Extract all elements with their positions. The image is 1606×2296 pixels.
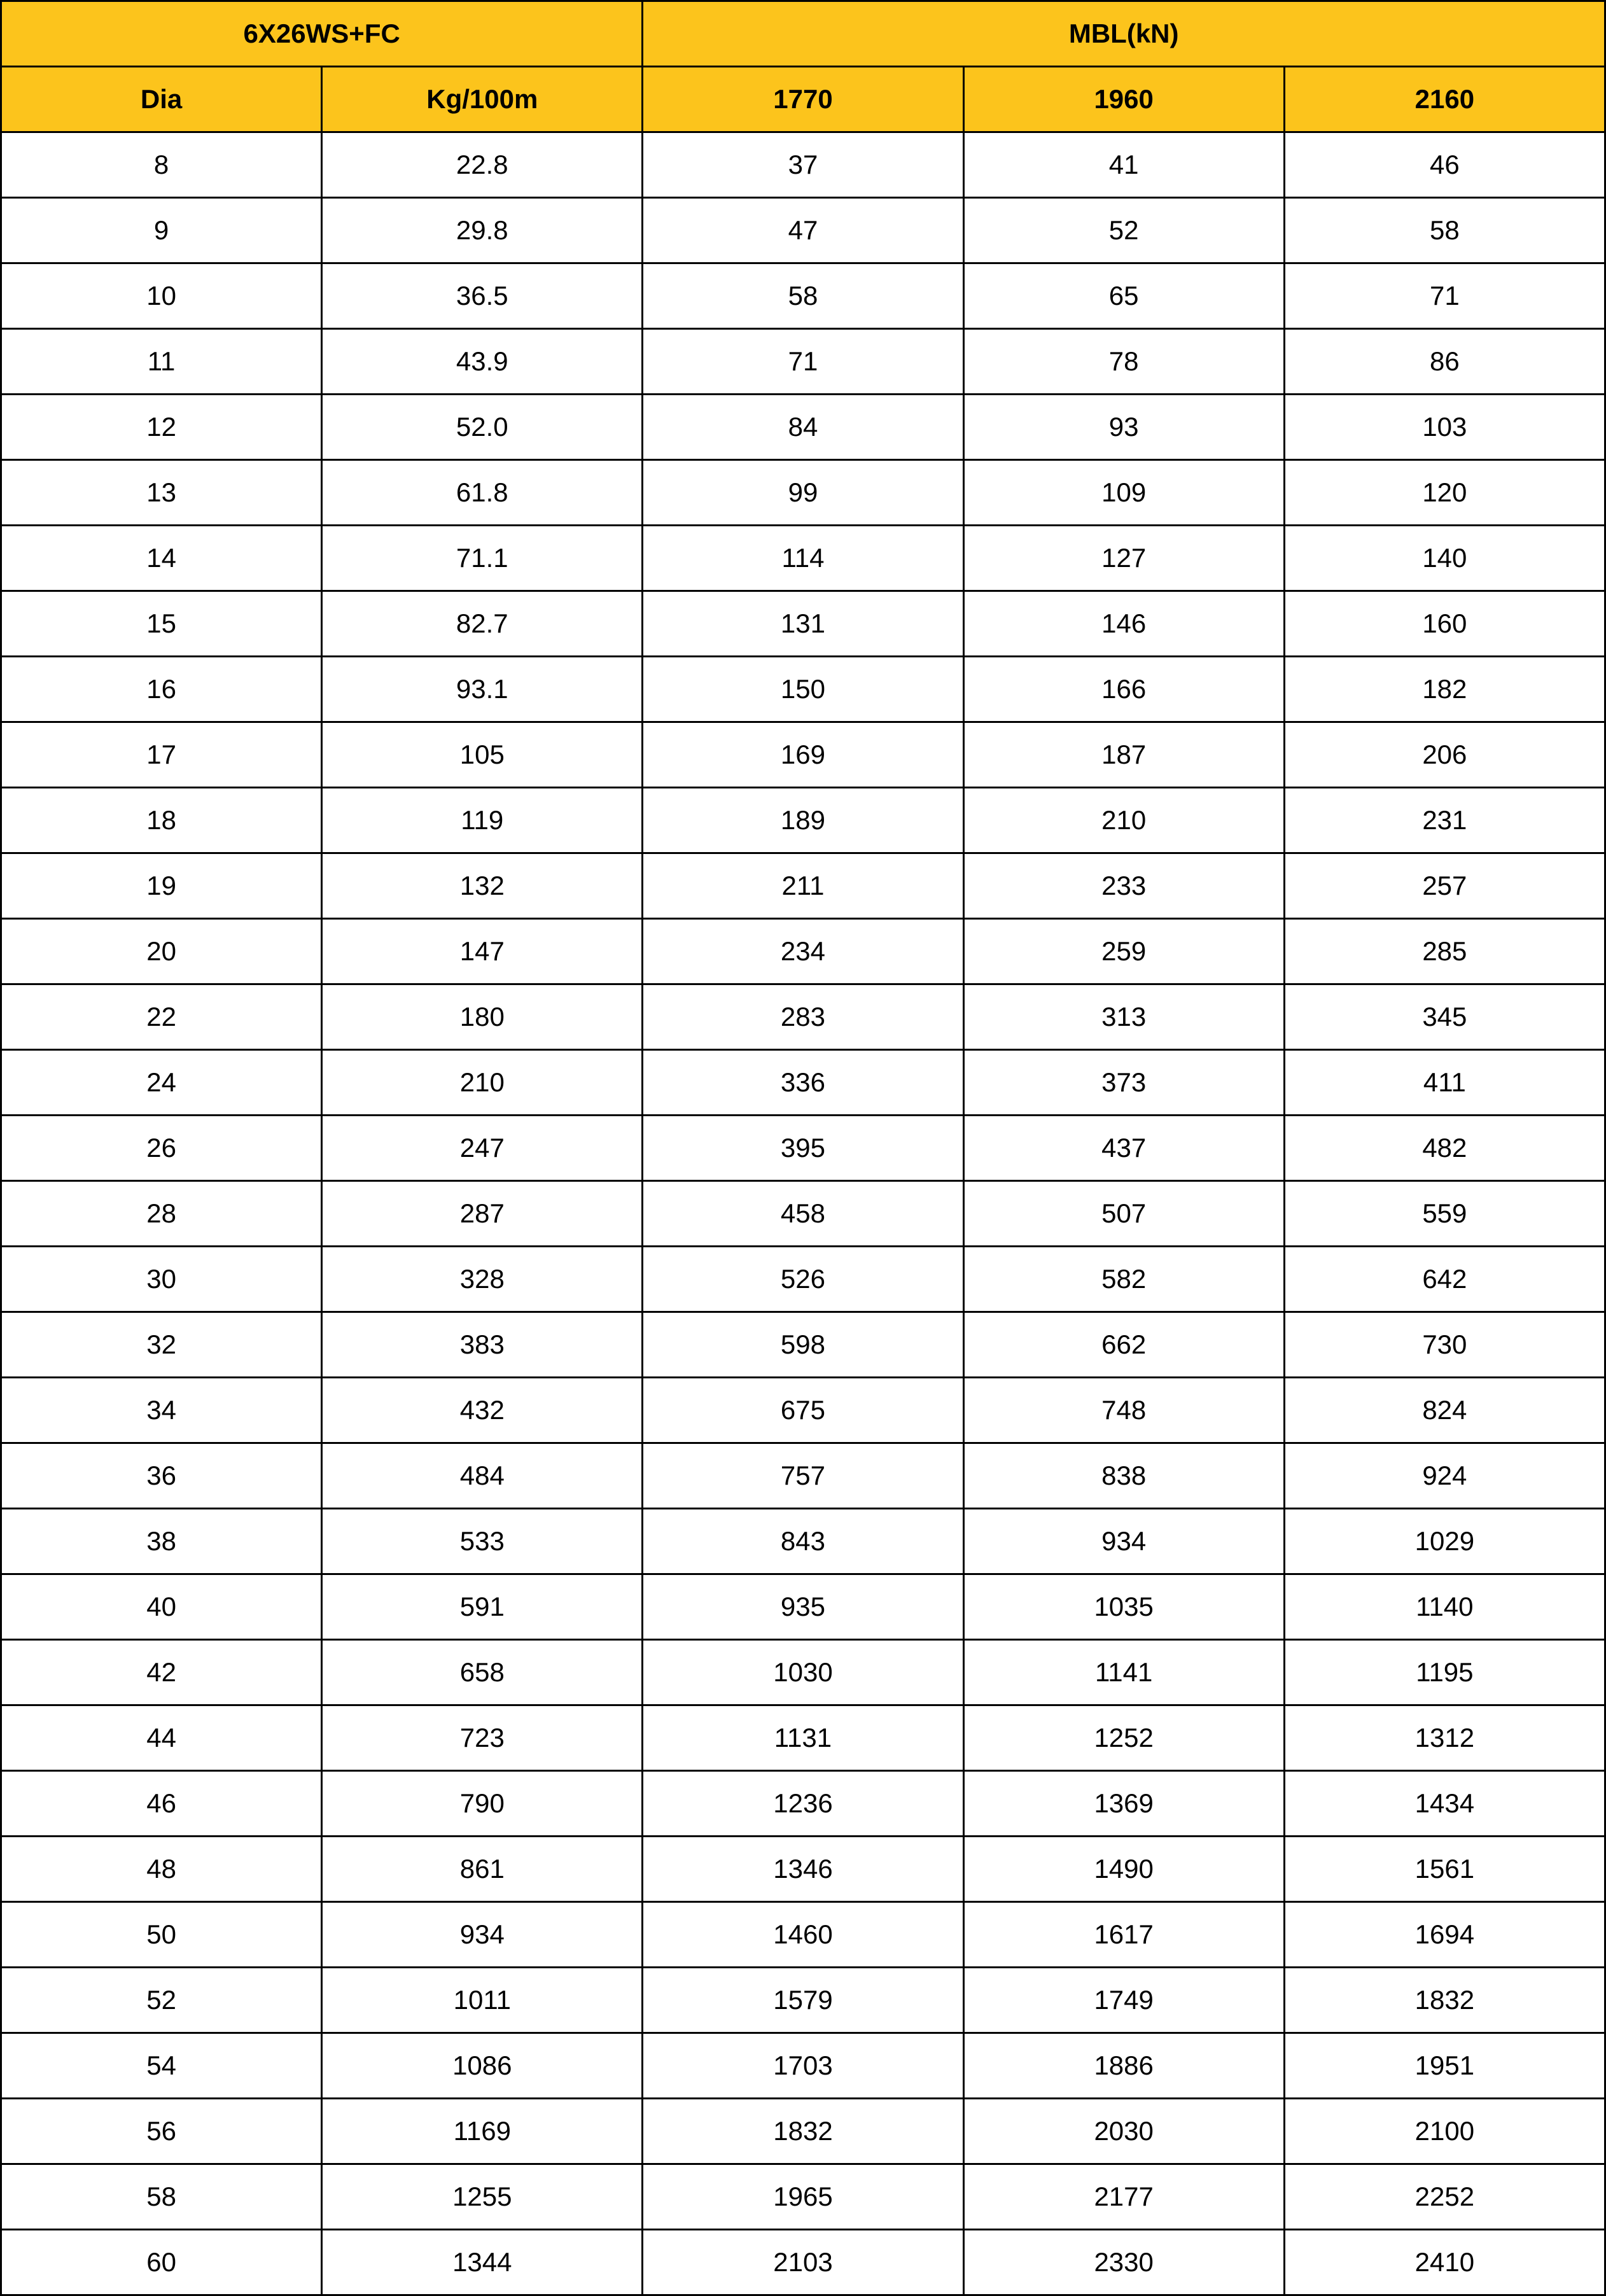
cell-mbl-1770: 757: [643, 1443, 963, 1509]
column-header-grade-1960: 1960: [963, 67, 1284, 132]
table-row: [1, 1509, 1605, 1574]
cell-weight: 723: [322, 1705, 643, 1771]
cell-weight: 1086: [322, 2033, 643, 2099]
cell-dia: 14: [1, 526, 322, 591]
cell-mbl-2160: 1029: [1284, 1509, 1605, 1574]
cell-weight: 82.7: [322, 591, 643, 657]
cell-weight: 1344: [322, 2230, 643, 2295]
cell-mbl-1770: 58: [643, 263, 963, 329]
table-row: [1, 1771, 1605, 1837]
cell-mbl-2160: 206: [1284, 722, 1605, 788]
table-row: [1, 2164, 1605, 2230]
table-row: [1, 1378, 1605, 1443]
cell-dia: 9: [1, 198, 322, 263]
cell-mbl-1960: 127: [963, 526, 1284, 591]
cell-mbl-1960: 1886: [963, 2033, 1284, 2099]
cell-mbl-1770: 47: [643, 198, 963, 263]
cell-mbl-1960: 109: [963, 460, 1284, 526]
cell-dia: 8: [1, 132, 322, 198]
cell-dia: 42: [1, 1640, 322, 1705]
cell-dia: 22: [1, 984, 322, 1050]
table-row: [1, 1640, 1605, 1705]
table-row: [1, 1968, 1605, 2033]
table-header: [1, 1, 1605, 132]
cell-dia: 24: [1, 1050, 322, 1116]
cell-weight: 591: [322, 1574, 643, 1640]
cell-dia: 50: [1, 1902, 322, 1968]
cell-mbl-1960: 2030: [963, 2099, 1284, 2164]
cell-mbl-2160: 730: [1284, 1312, 1605, 1378]
cell-mbl-1770: 1832: [643, 2099, 963, 2164]
cell-mbl-2160: 71: [1284, 263, 1605, 329]
table-row: [1, 919, 1605, 984]
cell-mbl-2160: 2100: [1284, 2099, 1605, 2164]
cell-dia: 38: [1, 1509, 322, 1574]
cell-mbl-1960: 166: [963, 657, 1284, 722]
table-row: [1, 1050, 1605, 1116]
cell-weight: 383: [322, 1312, 643, 1378]
table-row: [1, 1181, 1605, 1247]
table-row: [1, 1312, 1605, 1378]
column-header-row: [1, 67, 1605, 132]
cell-mbl-1770: 84: [643, 395, 963, 460]
cell-mbl-2160: 160: [1284, 591, 1605, 657]
table-row: [1, 526, 1605, 591]
cell-mbl-1770: 1965: [643, 2164, 963, 2230]
cell-weight: 328: [322, 1247, 643, 1312]
cell-mbl-1960: 437: [963, 1116, 1284, 1181]
table-row: [1, 329, 1605, 395]
cell-dia: 15: [1, 591, 322, 657]
cell-weight: 180: [322, 984, 643, 1050]
cell-mbl-2160: 1195: [1284, 1640, 1605, 1705]
cell-weight: 61.8: [322, 460, 643, 526]
cell-mbl-1770: 189: [643, 788, 963, 853]
table-row: [1, 722, 1605, 788]
column-header-grade-1770: 1770: [643, 67, 963, 132]
table-row: [1, 1705, 1605, 1771]
cell-weight: 533: [322, 1509, 643, 1574]
cell-mbl-2160: 2252: [1284, 2164, 1605, 2230]
cell-mbl-1770: 935: [643, 1574, 963, 1640]
cell-weight: 432: [322, 1378, 643, 1443]
cell-weight: 790: [322, 1771, 643, 1837]
cell-mbl-1770: 1030: [643, 1640, 963, 1705]
cell-mbl-2160: 231: [1284, 788, 1605, 853]
cell-mbl-1960: 934: [963, 1509, 1284, 1574]
cell-mbl-1960: 1369: [963, 1771, 1284, 1837]
cell-mbl-1960: 1617: [963, 1902, 1284, 1968]
cell-weight: 119: [322, 788, 643, 853]
table-row: [1, 1116, 1605, 1181]
cell-mbl-2160: 345: [1284, 984, 1605, 1050]
cell-weight: 71.1: [322, 526, 643, 591]
cell-mbl-1770: 2103: [643, 2230, 963, 2295]
cell-mbl-2160: 824: [1284, 1378, 1605, 1443]
cell-mbl-2160: 1561: [1284, 1837, 1605, 1902]
table-row: [1, 1247, 1605, 1312]
cell-mbl-1770: 598: [643, 1312, 963, 1378]
table-row: [1, 1443, 1605, 1509]
table-row: [1, 2099, 1605, 2164]
cell-mbl-1770: 458: [643, 1181, 963, 1247]
cell-weight: 93.1: [322, 657, 643, 722]
cell-weight: 934: [322, 1902, 643, 1968]
cell-weight: 287: [322, 1181, 643, 1247]
cell-mbl-1770: 99: [643, 460, 963, 526]
cell-mbl-1770: 1460: [643, 1902, 963, 1968]
cell-mbl-1770: 37: [643, 132, 963, 198]
cell-mbl-2160: 257: [1284, 853, 1605, 919]
cell-mbl-1960: 187: [963, 722, 1284, 788]
cell-mbl-2160: 642: [1284, 1247, 1605, 1312]
cell-mbl-2160: 482: [1284, 1116, 1605, 1181]
table-row: [1, 2033, 1605, 2099]
cell-dia: 12: [1, 395, 322, 460]
cell-weight: 52.0: [322, 395, 643, 460]
cell-mbl-1960: 662: [963, 1312, 1284, 1378]
cell-mbl-2160: 1312: [1284, 1705, 1605, 1771]
cell-dia: 18: [1, 788, 322, 853]
cell-weight: 43.9: [322, 329, 643, 395]
cell-mbl-1960: 313: [963, 984, 1284, 1050]
cell-mbl-1770: 336: [643, 1050, 963, 1116]
cell-mbl-2160: 411: [1284, 1050, 1605, 1116]
cell-mbl-1770: 1579: [643, 1968, 963, 2033]
cell-mbl-1770: 1131: [643, 1705, 963, 1771]
cell-mbl-2160: 1694: [1284, 1902, 1605, 1968]
cell-weight: 210: [322, 1050, 643, 1116]
table-row: [1, 1574, 1605, 1640]
table-row: [1, 657, 1605, 722]
cell-dia: 48: [1, 1837, 322, 1902]
cell-mbl-2160: 559: [1284, 1181, 1605, 1247]
table-row: [1, 1837, 1605, 1902]
cell-mbl-1770: 395: [643, 1116, 963, 1181]
table-row: [1, 132, 1605, 198]
cell-dia: 44: [1, 1705, 322, 1771]
cell-mbl-1770: 71: [643, 329, 963, 395]
cell-dia: 30: [1, 1247, 322, 1312]
cell-mbl-1960: 233: [963, 853, 1284, 919]
cell-mbl-2160: 1434: [1284, 1771, 1605, 1837]
cell-mbl-1960: 146: [963, 591, 1284, 657]
column-header-weight: Kg/100m: [322, 67, 643, 132]
cell-mbl-1770: 211: [643, 853, 963, 919]
cell-dia: 56: [1, 2099, 322, 2164]
cell-mbl-1960: 507: [963, 1181, 1284, 1247]
cell-dia: 52: [1, 1968, 322, 2033]
cell-weight: 1011: [322, 1968, 643, 2033]
cell-weight: 1255: [322, 2164, 643, 2230]
cell-mbl-1960: 748: [963, 1378, 1284, 1443]
cell-weight: 29.8: [322, 198, 643, 263]
cell-dia: 17: [1, 722, 322, 788]
cell-weight: 1169: [322, 2099, 643, 2164]
cell-mbl-1770: 169: [643, 722, 963, 788]
table-row: [1, 1902, 1605, 1968]
cell-dia: 16: [1, 657, 322, 722]
cell-dia: 26: [1, 1116, 322, 1181]
cell-mbl-1960: 52: [963, 198, 1284, 263]
cell-mbl-2160: 86: [1284, 329, 1605, 395]
cell-mbl-1770: 150: [643, 657, 963, 722]
cell-mbl-1960: 2177: [963, 2164, 1284, 2230]
cell-mbl-1770: 675: [643, 1378, 963, 1443]
cell-weight: 247: [322, 1116, 643, 1181]
cell-mbl-2160: 120: [1284, 460, 1605, 526]
cell-mbl-1960: 41: [963, 132, 1284, 198]
cell-weight: 105: [322, 722, 643, 788]
cell-dia: 13: [1, 460, 322, 526]
cell-mbl-2160: 182: [1284, 657, 1605, 722]
table-row: [1, 460, 1605, 526]
cell-mbl-1960: 1749: [963, 1968, 1284, 2033]
cell-weight: 861: [322, 1837, 643, 1902]
cell-mbl-2160: 1832: [1284, 1968, 1605, 2033]
cell-mbl-1960: 582: [963, 1247, 1284, 1312]
cell-dia: 60: [1, 2230, 322, 2295]
cell-dia: 34: [1, 1378, 322, 1443]
mbl-header: MBL(kN): [643, 1, 1605, 67]
cell-mbl-1960: 1252: [963, 1705, 1284, 1771]
cell-dia: 32: [1, 1312, 322, 1378]
cell-weight: 22.8: [322, 132, 643, 198]
cell-mbl-1960: 373: [963, 1050, 1284, 1116]
cell-mbl-1770: 131: [643, 591, 963, 657]
table-row: [1, 395, 1605, 460]
column-header-grade-2160: 2160: [1284, 67, 1605, 132]
cell-dia: 20: [1, 919, 322, 984]
cell-mbl-2160: 924: [1284, 1443, 1605, 1509]
table-row: [1, 591, 1605, 657]
cell-mbl-2160: 1140: [1284, 1574, 1605, 1640]
cell-dia: 54: [1, 2033, 322, 2099]
cell-weight: 484: [322, 1443, 643, 1509]
cell-mbl-1960: 210: [963, 788, 1284, 853]
group-header-row: [1, 1, 1605, 67]
cell-mbl-1960: 1141: [963, 1640, 1284, 1705]
cell-mbl-1960: 78: [963, 329, 1284, 395]
cell-weight: 36.5: [322, 263, 643, 329]
cell-dia: 46: [1, 1771, 322, 1837]
cell-dia: 28: [1, 1181, 322, 1247]
table-body: [1, 132, 1605, 2295]
cell-dia: 19: [1, 853, 322, 919]
table-row: [1, 263, 1605, 329]
cell-mbl-1960: 259: [963, 919, 1284, 984]
cell-mbl-1770: 1236: [643, 1771, 963, 1837]
column-header-dia: Dia: [1, 67, 322, 132]
cell-mbl-2160: 103: [1284, 395, 1605, 460]
table-row: [1, 198, 1605, 263]
cell-mbl-1960: 2330: [963, 2230, 1284, 2295]
cell-mbl-1770: 283: [643, 984, 963, 1050]
cell-dia: 40: [1, 1574, 322, 1640]
cell-weight: 132: [322, 853, 643, 919]
cell-mbl-1960: 1035: [963, 1574, 1284, 1640]
table-row: [1, 853, 1605, 919]
cell-mbl-2160: 285: [1284, 919, 1605, 984]
rope-construction-header: 6X26WS+FC: [1, 1, 643, 67]
cell-mbl-1960: 838: [963, 1443, 1284, 1509]
cell-mbl-1960: 65: [963, 263, 1284, 329]
cell-mbl-2160: 1951: [1284, 2033, 1605, 2099]
cell-dia: 36: [1, 1443, 322, 1509]
cell-mbl-1770: 1703: [643, 2033, 963, 2099]
cell-weight: 147: [322, 919, 643, 984]
cell-mbl-2160: 46: [1284, 132, 1605, 198]
cell-dia: 10: [1, 263, 322, 329]
cell-mbl-1960: 1490: [963, 1837, 1284, 1902]
table-row: [1, 788, 1605, 853]
cell-mbl-1770: 234: [643, 919, 963, 984]
cell-mbl-1770: 843: [643, 1509, 963, 1574]
table-row: [1, 984, 1605, 1050]
cell-mbl-2160: 2410: [1284, 2230, 1605, 2295]
cell-mbl-1960: 93: [963, 395, 1284, 460]
cell-mbl-2160: 140: [1284, 526, 1605, 591]
cell-dia: 58: [1, 2164, 322, 2230]
cell-dia: 11: [1, 329, 322, 395]
cell-mbl-1770: 114: [643, 526, 963, 591]
cell-mbl-1770: 526: [643, 1247, 963, 1312]
cell-weight: 658: [322, 1640, 643, 1705]
cell-mbl-1770: 1346: [643, 1837, 963, 1902]
table-row: [1, 2230, 1605, 2295]
cell-mbl-2160: 58: [1284, 198, 1605, 263]
